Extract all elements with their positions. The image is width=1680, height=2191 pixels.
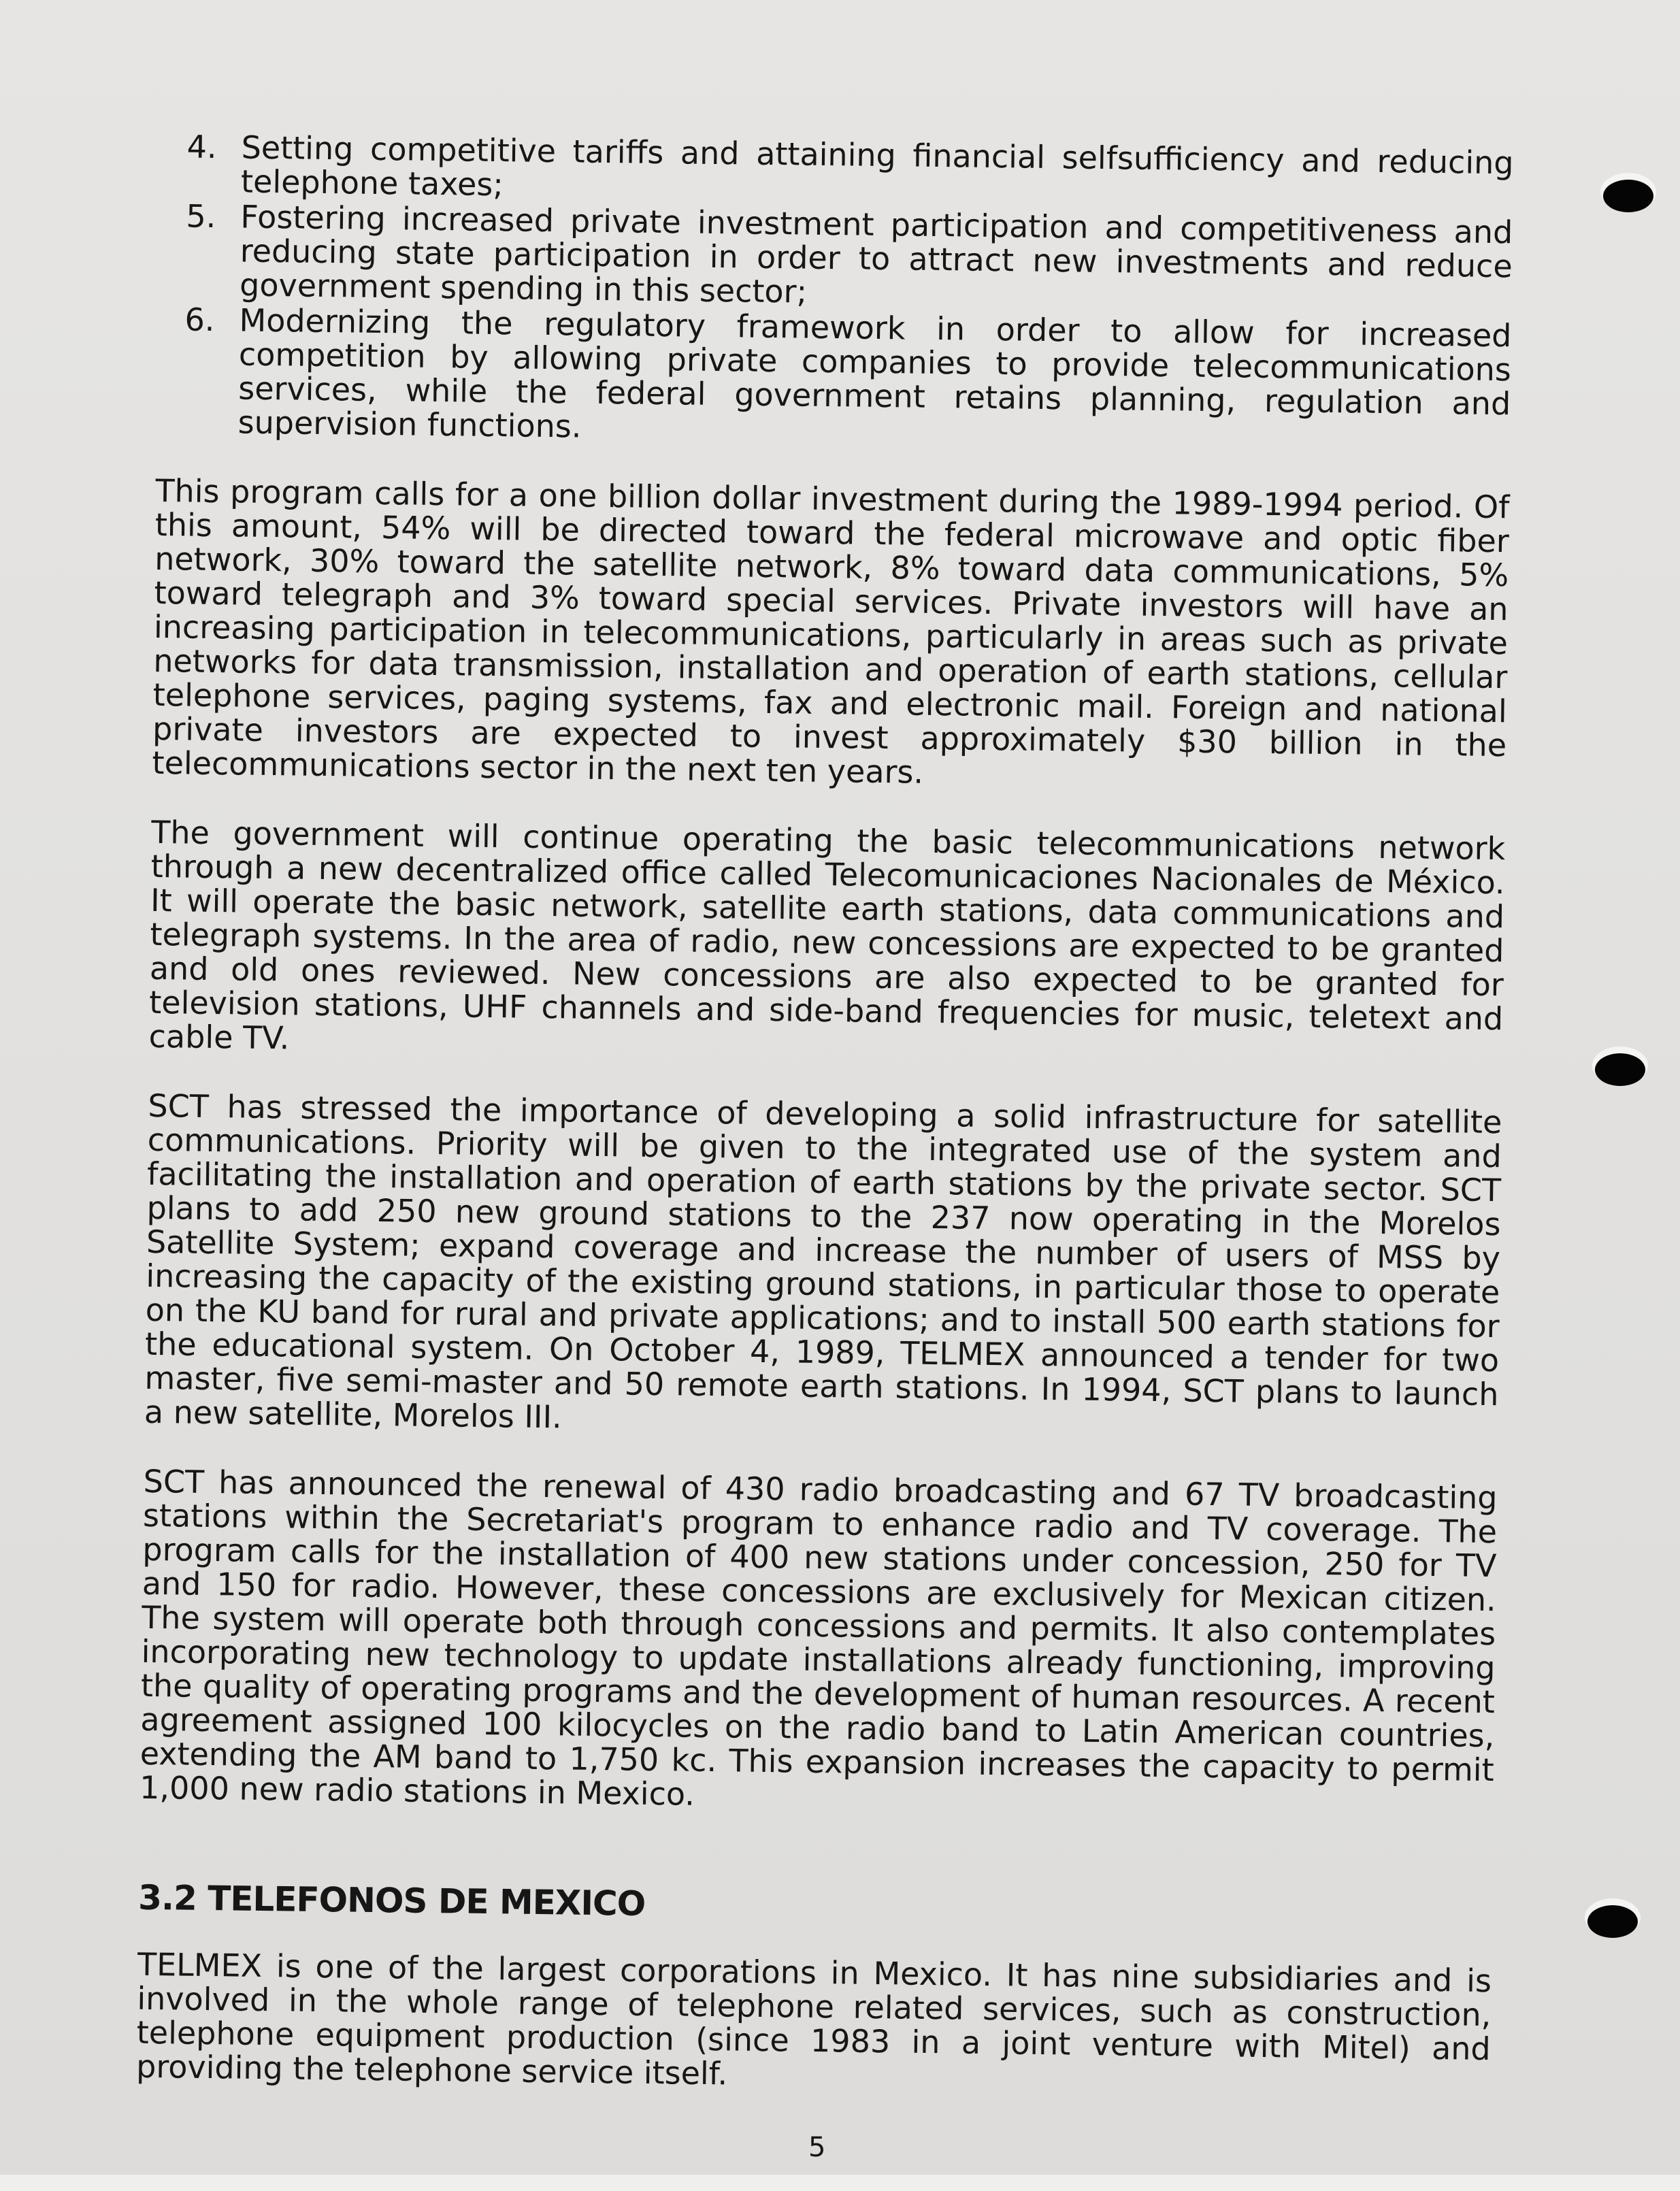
paragraph-investment: This program calls for a one billion dollar investment during the 1989-1994 period. Of this amount, 54% will be directed toward the federal microwave and optic fiber network, 30% toward the satellite network, 8% toward data communications, 5% toward telegraph and 3% toward special services. Private investors will have an increasing participation in telecommunications, particularly in areas such as private networks for data transmission, installation and operation of earth stations, cellular telephone services, paging systems, fax and electronic mail. Foreign and national private investors are expected to invest approximately $30 billion in the telecommunications sector in the next ten years. (152, 472, 1510, 791)
punch-hole-icon (1603, 180, 1653, 212)
list-item (156, 302, 1511, 455)
punch-hole-icon (1587, 1905, 1638, 1938)
page-number: 5 (808, 2132, 826, 2163)
list-item-text: Setting competitive tariffs and attaining financial selfsufficiency and reducing telephone taxes; (240, 129, 1514, 203)
list-item-number: 4. (186, 128, 217, 166)
objectives-list (156, 129, 1513, 455)
paragraph-satellite: SCT has stressed the importance of developing a solid infrastructure for satellite communications. Priority will be given to the integrated use of the system and facilitating the installation and operation of earth stations by the private sector. SCT plans to add 250 new ground stations to the 237 now operating in the Morelos Satellite System; expand coverage and increase the number of users of MSS by increasing the capacity of the existing ground stations, in particular those to operate on the KU band for rural and private applications; and to install 500 earth stations for the educational system. On October 4, 1989, TELMEX announced a tender for two master, five semi-master and 50 remote earth stations. In 1994, SCT plans to launch a new satellite, Morelos III. (144, 1087, 1502, 1436)
list-item-text: Fostering increased private investment participation and competitiveness and reducing state participation in order to attract new investments and reduce government spending in this sector; (239, 198, 1513, 310)
list-item-number: 6. (184, 301, 215, 339)
list-item-text: Modernizing the regulatory framework in order to allow for increased competition by allowing private companies to provide telecommunications services, while the federal government retains planning, regulation and supervision functions. (237, 301, 1512, 445)
list-item (158, 199, 1513, 317)
punch-hole-icon (1595, 1053, 1645, 1086)
paragraph-government-network: The government will continue operating the basic telecommunications network through a new decentralized office called Telecomunicaciones Nacionales de México. It will operate the basic network, satellite earth stations, data communications and telegraph systems. In the area of radio, new concessions are expected to be granted and old ones reviewed. New concessions are also expected to be granted for television stations, UHF channels and side-band frequencies for music, teletext and cable TV. (148, 813, 1506, 1057)
section-heading: 3.2 TELEFONOS DE MEXICO (137, 1877, 646, 1924)
paragraph-telmex: TELMEX is one of the largest corporations in Mexico. It has nine subsidiaries and is involved in the whole range of telephone related services, such as construction, telephone equipment production (since 1983 in a joint venture with Mitel) and providing the telephone service itself. (135, 1945, 1492, 2092)
paragraph-broadcasting: SCT has announced the renewal of 430 radio broadcasting and 67 TV broadcasting stations within the Secretariat's program to enhance radio and TV coverage. The program calls for the installation of 400 new stations under concession, 250 for TV and 150 for radio. However, these concessions are exclusively for Mexican citizen. The system will operate both through concessions and permits. It also contemplates incorporating new technology to update installations already functioning, improving the quality of operating programs and the development of human resources. A recent agreement assigned 100 kilocycles on the radio band to Latin American countries, extending the AM band to 1,750 kc. This expansion increases the capacity to permit 1,000 new radio stations in Mexico. (139, 1462, 1498, 1813)
list-item-number: 5. (186, 197, 216, 235)
page-content (136, 129, 1514, 2100)
page-bottom-edge (0, 2175, 1680, 2191)
